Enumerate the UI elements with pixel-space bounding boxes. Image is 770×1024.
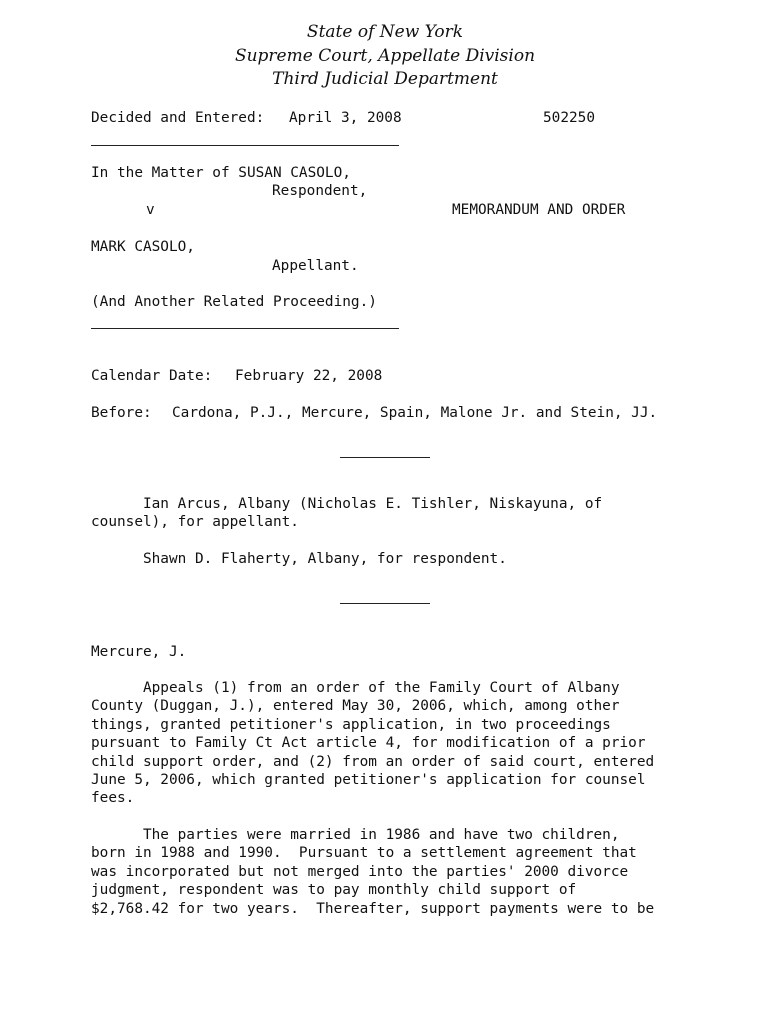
matter-line: In the Matter of SUSAN CASOLO, xyxy=(91,165,351,181)
decided-date: April 3, 2008 xyxy=(289,110,402,126)
separator-rule-2 xyxy=(340,603,430,604)
respondent-role: Respondent, xyxy=(272,183,368,199)
caption-bottom-rule xyxy=(91,328,399,329)
before-judges: Cardona, P.J., Mercure, Spain, Malone Jr. and Stein, JJ. xyxy=(172,405,658,421)
versus: v xyxy=(146,202,155,218)
related-proceeding: (And Another Related Proceeding.) xyxy=(91,294,377,310)
decided-label: Decided and Entered: xyxy=(91,110,265,126)
appellant-name: MARK CASOLO, xyxy=(91,239,195,255)
calendar-date: February 22, 2008 xyxy=(235,368,383,384)
court-name: Supreme Court, Appellate Division xyxy=(234,46,536,66)
before-label: Before: xyxy=(91,405,152,421)
opinion-author: Mercure, J. xyxy=(91,644,187,660)
appellant-role: Appellant. xyxy=(272,258,359,274)
docket-number: 502250 xyxy=(543,110,595,126)
body-paragraph-2: The parties were married in 1986 and have two children, born in 1988 and 1990. Pursuant to a settlement agreement that was incorporated but not merged into the parties' 2000 divorce judgment, respondent was to pay monthly child support of $2,768.42 for two years. Thereafter, support payments were to be xyxy=(91,827,655,917)
court-department: Third Judicial Department xyxy=(272,69,498,89)
appellant-counsel: Ian Arcus, Albany (Nicholas E. Tishler, Niskayuna, of counsel), for appellant. xyxy=(91,496,603,531)
court-state: State of New York xyxy=(306,22,464,42)
separator-rule-1 xyxy=(340,457,430,458)
body-paragraph-1: Appeals (1) from an order of the Family Court of Albany County (Duggan, J.), entered May 30, 2006, which, among other things, granted petitioner's application, in two proceedings pursuant to Family Ct Act article 4, for modification of a prior child support order, and (2) from an order of said court, entered June 5, 2006, which granted petitioner's application for counsel fees. xyxy=(91,680,655,807)
respondent-counsel: Shawn D. Flaherty, Albany, for respondent. xyxy=(91,551,507,567)
caption-top-rule xyxy=(91,145,399,146)
order-type: MEMORANDUM AND ORDER xyxy=(452,202,626,218)
calendar-label: Calendar Date: xyxy=(91,368,213,384)
